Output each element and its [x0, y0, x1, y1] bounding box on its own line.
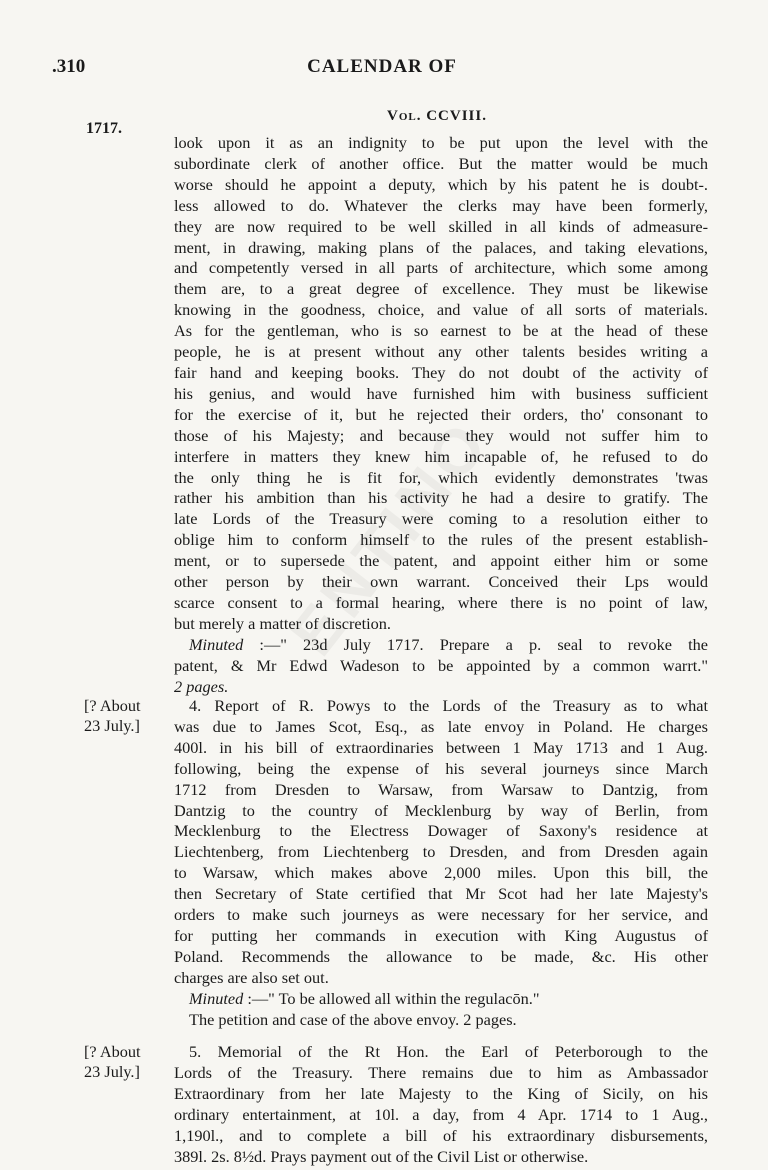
page-header: [52, 56, 712, 86]
text-line: rather his ambition than his activity he had a desire to gratify. The: [174, 488, 708, 508]
text-line: his genius, and would have furnished him with business sufficient: [174, 383, 708, 403]
text-line: Mecklenburg to the Electress Dowager of Saxony's residence at: [174, 821, 708, 841]
text-line: the only thing he is fit for, which evidently demonstrates 'twas: [174, 467, 708, 487]
text-line: look upon it as an indignity to be put upon the level with the: [174, 133, 708, 152]
text-line: 1712 from Dresden to Warsaw, from Warsaw to Dantzig, from: [174, 779, 708, 799]
petition-note: The petition and case of the above envoy. 2 pages.: [189, 1009, 517, 1029]
text-line: oblige him to conform himself to the rules of the present establish-: [174, 530, 708, 550]
text-line: Poland. Recommends the allowance to be made, &c. His other: [174, 946, 708, 966]
minuted-note: [174, 635, 708, 656]
text-line: them are, to a great degree of excellence. They must be likewise: [174, 279, 708, 299]
text-line: ment, in drawing, making plans of the palaces, and taking elevations,: [174, 237, 708, 257]
text-line: to Warsaw, which makes above 2,000 miles. Upon this bill, the: [174, 863, 708, 883]
text-line: ment, or to supersede the patent, and appoint either him or some: [174, 551, 708, 571]
text-line: other person by their own warrant. Conceived their Lps would: [174, 572, 708, 592]
text-line: interfere in matters they knew him incapable of, he refused to do: [174, 446, 708, 466]
text-line: was due to James Scot, Esq., as late envoy in Poland. He charges: [174, 716, 708, 736]
text-line: orders to make such journeys as were necessary for her service, and: [174, 905, 708, 925]
text-line: for the exercise of it, but he rejected their orders, tho' consonant to: [174, 404, 708, 424]
entry-4-date-note: [84, 696, 141, 735]
text-line: As for the gentleman, who is so earnest to be at the head of these: [174, 321, 708, 341]
text-line: for putting her commands in execution with King Augustus of: [174, 925, 708, 945]
text-line: Liechtenberg, from Liechtenberg to Dresden, and from Dresden again: [174, 842, 708, 862]
text-line: 1,190l., and to complete a bill of his extraordinary disbursements,: [174, 1125, 708, 1145]
text-line: Dantzig to the country of Mecklenburg by way of Berlin, from: [174, 800, 708, 820]
text-line: charges are also set out.: [174, 967, 329, 987]
text-line: scarce consent to a formal hearing, where there is no point of law,: [174, 592, 708, 612]
entry-5: [174, 1042, 708, 1167]
text-line: knowing in the goodness, choice, and value of all sorts of materials.: [174, 300, 708, 320]
minuted-label: Minuted: [189, 634, 244, 654]
text-line: following, being the expense of his several journeys since March: [174, 758, 708, 778]
text-line: people, he is at present without any other talents besides writing a: [174, 342, 708, 362]
text-line: 400l. in his bill of extraordinaries between 1 May 1713 and 1 Aug.: [174, 737, 708, 757]
minuted-text: :—" 23d July 1717. Prepare a p. seal to revoke the: [243, 634, 708, 654]
entry-5-date-note: [84, 1042, 141, 1081]
page-number: .310: [52, 56, 86, 77]
running-title: CALENDAR OF: [307, 56, 457, 77]
text-line: Lords of the Treasury. There remains due to him as Ambassador: [174, 1062, 708, 1082]
entry-4: [174, 696, 708, 1031]
minuted-note: [174, 989, 708, 1010]
margin-line: 23 July.]: [84, 715, 140, 735]
text-line: 4. Report of R. Powys to the Lords of the Treasury as to what: [189, 696, 708, 715]
text-line: subordinate clerk of another office. But the matter would be much: [174, 153, 708, 173]
text-line: and competently versed in all parts of architecture, which some among: [174, 258, 708, 278]
text-line: 5. Memorial of the Rt Hon. the Earl of Peterborough to the: [189, 1042, 708, 1061]
minuted-text-continued: patent, & Mr Edwd Wadeson to be appointed by a common warrt.": [174, 655, 708, 675]
text-line: late Lords of the Treasury were coming to a resolution either to: [174, 509, 708, 529]
margin-line: [? About: [84, 696, 141, 715]
volume-heading: Vol. CCVIII.: [387, 108, 487, 124]
margin-line: 23 July.]: [84, 1061, 140, 1081]
text-line: but merely a matter of discretion.: [174, 613, 392, 633]
continued-paragraph: [174, 133, 708, 697]
text-line: ordinary entertainment, at 10l. a day, from 4 Apr. 1714 to 1 Aug.,: [174, 1104, 708, 1124]
text-line: 389l. 2s. 8½d. Prays payment out of the Civil List or otherwise.: [174, 1146, 589, 1166]
text-line: they are now required to be well skilled in all kinds of admeasure-: [174, 216, 708, 236]
page-count: 2 pages.: [174, 676, 229, 696]
text-line: those of his Majesty; and because they would not suffer him to: [174, 425, 708, 445]
text-line: fair hand and keeping books. They do not doubt of the activity of: [174, 362, 708, 382]
year-margin-note: 1717.: [86, 120, 122, 137]
minuted-label: Minuted: [189, 988, 244, 1008]
text-line: worse should he appoint a deputy, which by his patent he is doubt-.: [174, 174, 708, 194]
text-line: then Secretary of State certified that Mr Scot had her late Majesty's: [174, 884, 708, 904]
minuted-text: :—" To be allowed all within the regulacōn.": [243, 988, 540, 1008]
text-line: less allowed to do. Whatever the clerks may have been formerly,: [174, 195, 708, 215]
margin-line: [? About: [84, 1042, 141, 1061]
text-line: Extraordinary from her late Majesty to the King of Sicily, on his: [174, 1083, 708, 1103]
